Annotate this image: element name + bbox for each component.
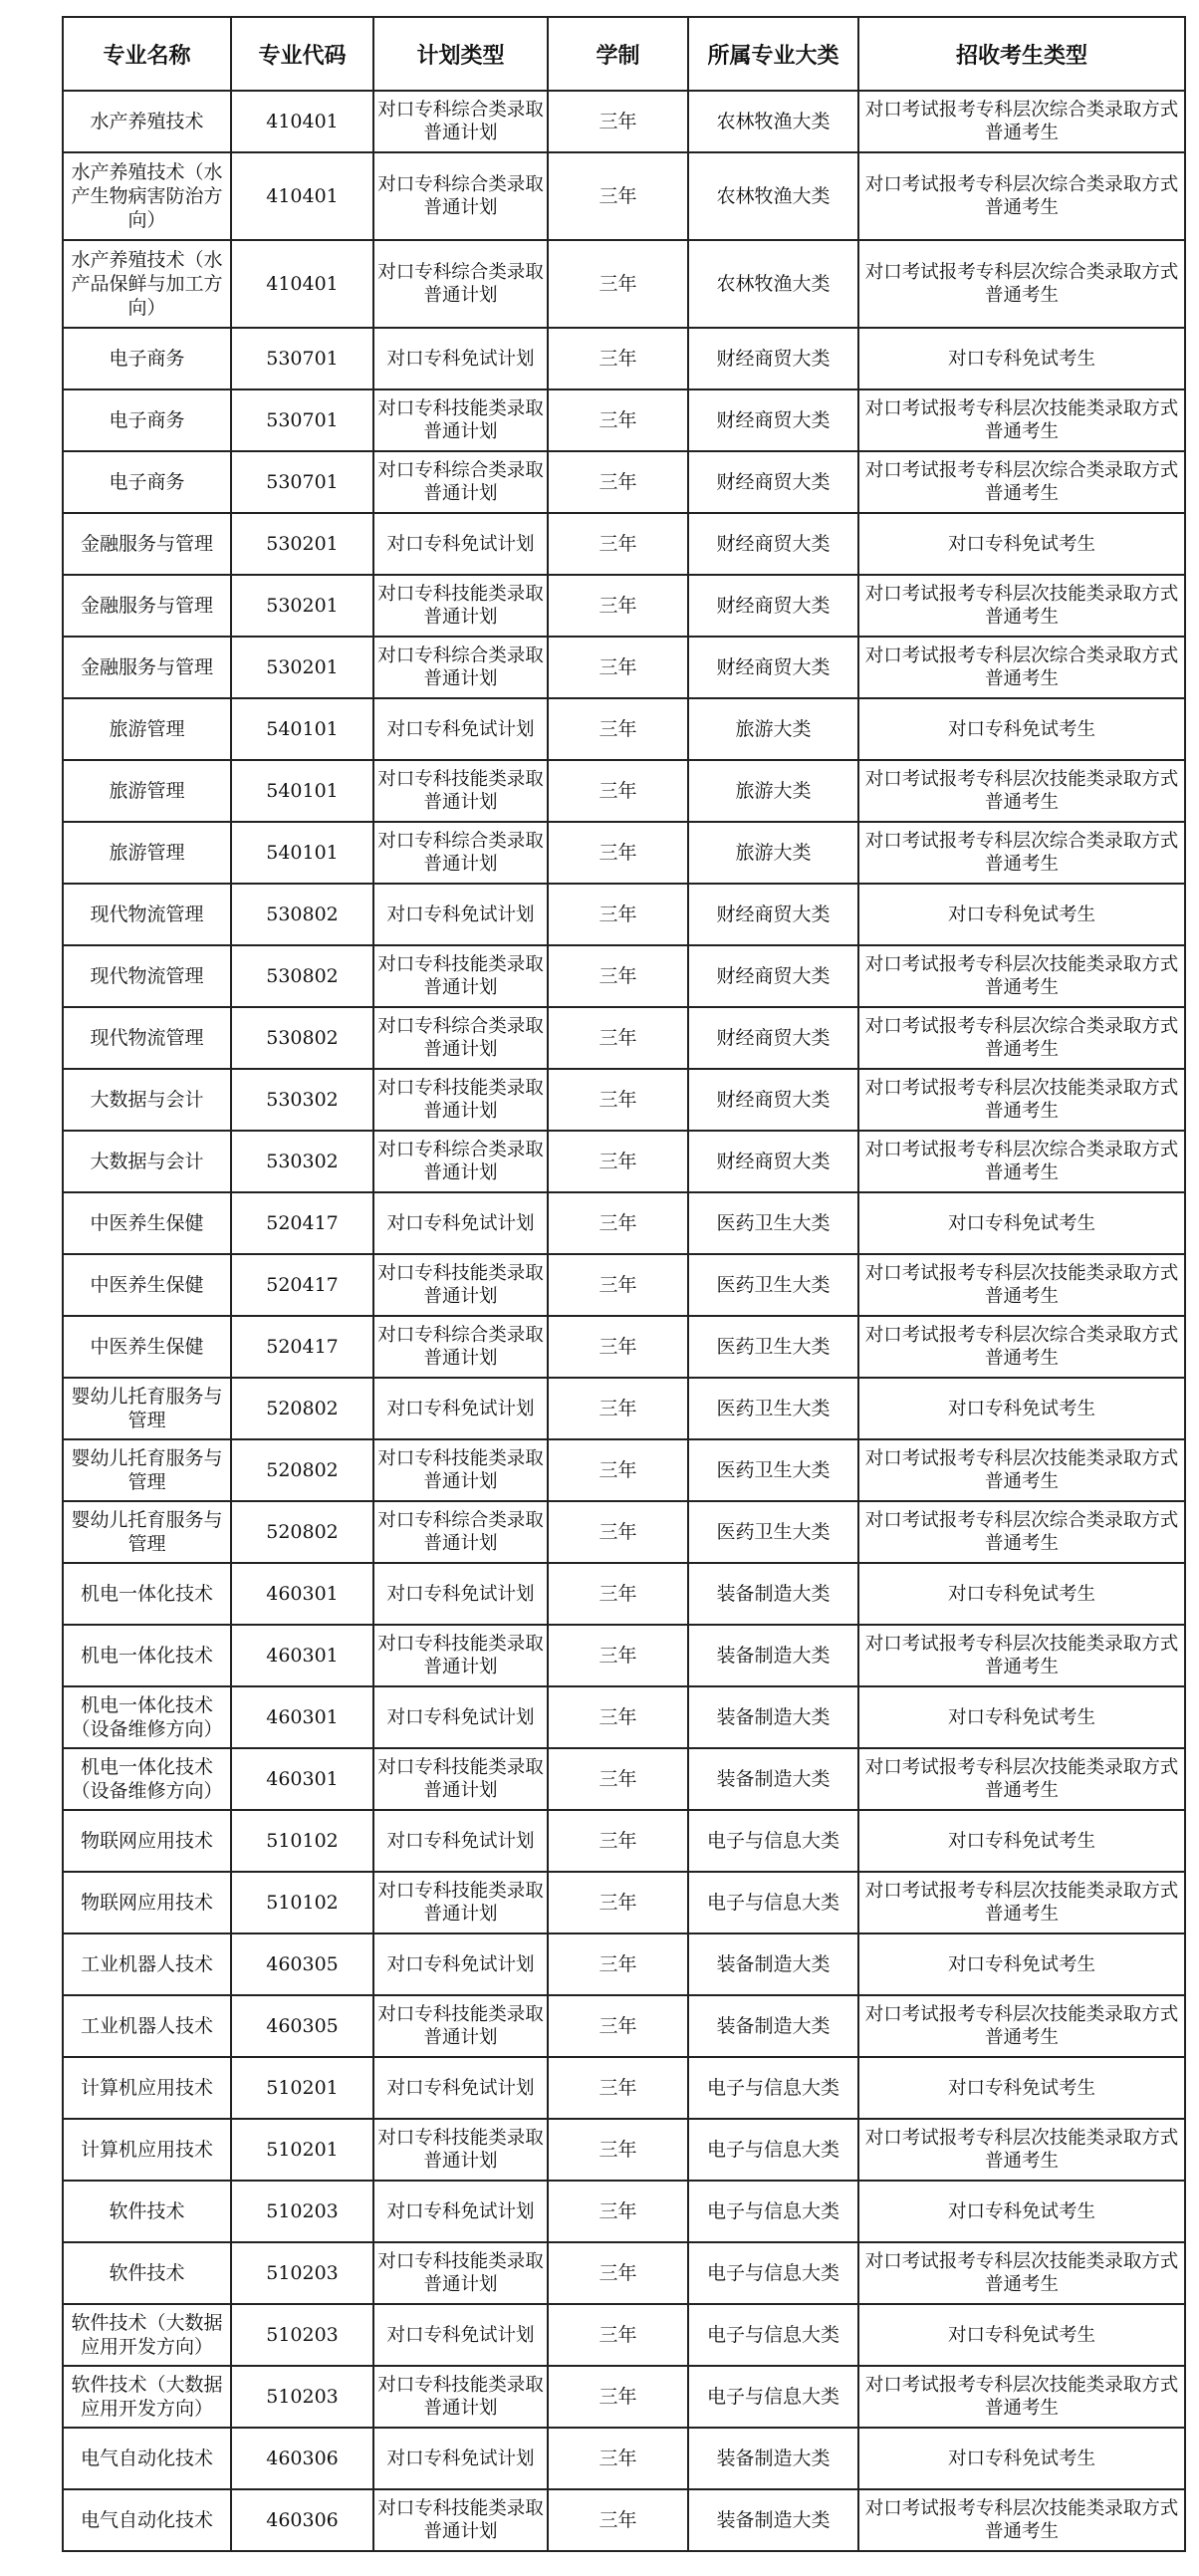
cell-major-code: 460305 (231, 1933, 373, 1995)
cell-candidate-type: 对口专科免试考生 (858, 2428, 1185, 2489)
cell-plan-type: 对口专科综合类录取普通计划 (373, 1131, 548, 1192)
cell-major-name: 机电一体化技术（设备维修方向） (63, 1686, 231, 1748)
cell-candidate-type: 对口考试报考专科层次技能类录取方式普通考生 (858, 945, 1185, 1007)
cell-major-code: 530701 (231, 451, 373, 513)
cell-major-code: 540101 (231, 760, 373, 822)
cell-candidate-type: 对口专科免试考生 (858, 698, 1185, 760)
cell-study-years: 三年 (548, 884, 688, 945)
cell-major-name: 电子商务 (63, 389, 231, 451)
cell-major-category: 电子与信息大类 (688, 1872, 858, 1933)
cell-plan-type: 对口专科技能类录取普通计划 (373, 1748, 548, 1810)
cell-plan-type: 对口专科免试计划 (373, 698, 548, 760)
cell-major-name: 水产养殖技术（水产生物病害防治方向） (63, 152, 231, 240)
cell-candidate-type: 对口专科免试考生 (858, 513, 1185, 575)
table-row (63, 513, 1185, 575)
cell-candidate-type: 对口考试报考专科层次技能类录取方式普通考生 (858, 1439, 1185, 1501)
cell-major-category: 医药卫生大类 (688, 1501, 858, 1563)
cell-major-name: 大数据与会计 (63, 1131, 231, 1192)
cell-study-years: 三年 (548, 2428, 688, 2489)
cell-major-name: 婴幼儿托育服务与管理 (63, 1439, 231, 1501)
cell-study-years: 三年 (548, 1316, 688, 1378)
cell-major-name: 大数据与会计 (63, 1069, 231, 1131)
cell-study-years: 三年 (548, 91, 688, 152)
cell-major-name: 机电一体化技术 (63, 1625, 231, 1686)
cell-candidate-type: 对口考试报考专科层次技能类录取方式普通考生 (858, 1254, 1185, 1316)
table-row (63, 698, 1185, 760)
cell-plan-type: 对口专科技能类录取普通计划 (373, 1995, 548, 2057)
table-row (63, 240, 1185, 328)
header-major-category: 所属专业大类 (688, 17, 858, 91)
cell-major-name: 软件技术（大数据应用开发方向） (63, 2366, 231, 2428)
cell-major-code: 530802 (231, 884, 373, 945)
cell-study-years: 三年 (548, 1625, 688, 1686)
cell-major-name: 旅游管理 (63, 822, 231, 884)
cell-major-code: 410401 (231, 152, 373, 240)
cell-major-category: 电子与信息大类 (688, 2304, 858, 2366)
cell-study-years: 三年 (548, 2366, 688, 2428)
cell-major-category: 装备制造大类 (688, 2489, 858, 2551)
table-row (63, 637, 1185, 698)
cell-major-code: 460306 (231, 2428, 373, 2489)
cell-study-years: 三年 (548, 575, 688, 637)
cell-candidate-type: 对口考试报考专科层次技能类录取方式普通考生 (858, 1748, 1185, 1810)
cell-candidate-type: 对口考试报考专科层次综合类录取方式普通考生 (858, 1007, 1185, 1069)
table-row (63, 1501, 1185, 1563)
cell-major-category: 财经商贸大类 (688, 637, 858, 698)
cell-candidate-type: 对口考试报考专科层次技能类录取方式普通考生 (858, 2119, 1185, 2181)
cell-major-category: 装备制造大类 (688, 1625, 858, 1686)
cell-plan-type: 对口专科技能类录取普通计划 (373, 2489, 548, 2551)
cell-major-category: 财经商贸大类 (688, 884, 858, 945)
cell-major-code: 510201 (231, 2057, 373, 2119)
cell-major-code: 510203 (231, 2242, 373, 2304)
cell-major-name: 物联网应用技术 (63, 1872, 231, 1933)
cell-major-category: 装备制造大类 (688, 2428, 858, 2489)
cell-plan-type: 对口专科技能类录取普通计划 (373, 1439, 548, 1501)
cell-major-category: 电子与信息大类 (688, 2181, 858, 2242)
cell-candidate-type: 对口专科免试考生 (858, 1192, 1185, 1254)
cell-study-years: 三年 (548, 2181, 688, 2242)
cell-candidate-type: 对口考试报考专科层次技能类录取方式普通考生 (858, 2242, 1185, 2304)
cell-major-name: 金融服务与管理 (63, 637, 231, 698)
cell-major-name: 金融服务与管理 (63, 575, 231, 637)
cell-plan-type: 对口专科免试计划 (373, 513, 548, 575)
header-major-code: 专业代码 (231, 17, 373, 91)
table-row (63, 451, 1185, 513)
cell-study-years: 三年 (548, 1933, 688, 1995)
cell-candidate-type: 对口专科免试考生 (858, 2304, 1185, 2366)
cell-study-years: 三年 (548, 1439, 688, 1501)
table-row (63, 2304, 1185, 2366)
cell-study-years: 三年 (548, 1254, 688, 1316)
table-row (63, 945, 1185, 1007)
cell-major-code: 530802 (231, 945, 373, 1007)
cell-major-name: 现代物流管理 (63, 884, 231, 945)
cell-study-years: 三年 (548, 152, 688, 240)
table-row (63, 1007, 1185, 1069)
cell-major-code: 460301 (231, 1748, 373, 1810)
cell-major-name: 现代物流管理 (63, 945, 231, 1007)
cell-major-name: 电子商务 (63, 328, 231, 389)
cell-plan-type: 对口专科综合类录取普通计划 (373, 1501, 548, 1563)
cell-major-code: 410401 (231, 91, 373, 152)
cell-candidate-type: 对口专科免试考生 (858, 1563, 1185, 1625)
cell-major-code: 510203 (231, 2304, 373, 2366)
cell-major-category: 装备制造大类 (688, 1686, 858, 1748)
cell-major-name: 金融服务与管理 (63, 513, 231, 575)
cell-major-category: 电子与信息大类 (688, 2366, 858, 2428)
cell-major-category: 旅游大类 (688, 760, 858, 822)
table-row (63, 1254, 1185, 1316)
cell-plan-type: 对口专科免试计划 (373, 2181, 548, 2242)
cell-candidate-type: 对口专科免试考生 (858, 1933, 1185, 1995)
cell-major-category: 医药卫生大类 (688, 1316, 858, 1378)
cell-major-category: 电子与信息大类 (688, 2119, 858, 2181)
cell-plan-type: 对口专科技能类录取普通计划 (373, 1069, 548, 1131)
cell-major-category: 医药卫生大类 (688, 1254, 858, 1316)
cell-plan-type: 对口专科综合类录取普通计划 (373, 822, 548, 884)
cell-candidate-type: 对口考试报考专科层次综合类录取方式普通考生 (858, 637, 1185, 698)
table-row (63, 1378, 1185, 1439)
cell-plan-type: 对口专科综合类录取普通计划 (373, 152, 548, 240)
cell-major-category: 财经商贸大类 (688, 575, 858, 637)
cell-major-name: 婴幼儿托育服务与管理 (63, 1378, 231, 1439)
cell-plan-type: 对口专科免试计划 (373, 1378, 548, 1439)
cell-plan-type: 对口专科综合类录取普通计划 (373, 1007, 548, 1069)
cell-study-years: 三年 (548, 1563, 688, 1625)
cell-candidate-type: 对口考试报考专科层次技能类录取方式普通考生 (858, 1069, 1185, 1131)
table-row (63, 2489, 1185, 2551)
cell-study-years: 三年 (548, 2057, 688, 2119)
table-row (63, 328, 1185, 389)
cell-major-code: 520802 (231, 1439, 373, 1501)
table-row (63, 1069, 1185, 1131)
cell-major-category: 财经商贸大类 (688, 389, 858, 451)
cell-study-years: 三年 (548, 822, 688, 884)
cell-plan-type: 对口专科免试计划 (373, 1563, 548, 1625)
cell-major-code: 510203 (231, 2366, 373, 2428)
cell-major-category: 电子与信息大类 (688, 2057, 858, 2119)
cell-plan-type: 对口专科技能类录取普通计划 (373, 2242, 548, 2304)
table-row (63, 2119, 1185, 2181)
cell-plan-type: 对口专科综合类录取普通计划 (373, 240, 548, 328)
header-study-years: 学制 (548, 17, 688, 91)
cell-study-years: 三年 (548, 1007, 688, 1069)
cell-major-name: 现代物流管理 (63, 1007, 231, 1069)
cell-plan-type: 对口专科综合类录取普通计划 (373, 451, 548, 513)
cell-study-years: 三年 (548, 637, 688, 698)
cell-major-name: 电气自动化技术 (63, 2428, 231, 2489)
cell-major-name: 机电一体化技术（设备维修方向） (63, 1748, 231, 1810)
table-row (63, 2428, 1185, 2489)
cell-major-code: 520417 (231, 1254, 373, 1316)
cell-study-years: 三年 (548, 1810, 688, 1872)
cell-study-years: 三年 (548, 451, 688, 513)
cell-major-code: 540101 (231, 822, 373, 884)
cell-major-name: 电子商务 (63, 451, 231, 513)
cell-plan-type: 对口专科技能类录取普通计划 (373, 575, 548, 637)
cell-major-code: 530201 (231, 637, 373, 698)
cell-plan-type: 对口专科技能类录取普通计划 (373, 2119, 548, 2181)
cell-major-code: 460305 (231, 1995, 373, 2057)
table-row (63, 2057, 1185, 2119)
cell-plan-type: 对口专科综合类录取普通计划 (373, 91, 548, 152)
cell-study-years: 三年 (548, 240, 688, 328)
cell-major-category: 财经商贸大类 (688, 945, 858, 1007)
table-header-row (63, 17, 1185, 91)
cell-major-category: 财经商贸大类 (688, 328, 858, 389)
table-row (63, 1131, 1185, 1192)
cell-candidate-type: 对口考试报考专科层次技能类录取方式普通考生 (858, 760, 1185, 822)
cell-study-years: 三年 (548, 1748, 688, 1810)
cell-candidate-type: 对口专科免试考生 (858, 1810, 1185, 1872)
cell-study-years: 三年 (548, 1378, 688, 1439)
cell-plan-type: 对口专科综合类录取普通计划 (373, 1316, 548, 1378)
table-row (63, 1563, 1185, 1625)
cell-candidate-type: 对口考试报考专科层次综合类录取方式普通考生 (858, 1316, 1185, 1378)
cell-major-code: 530802 (231, 1007, 373, 1069)
table-row (63, 389, 1185, 451)
cell-major-code: 460301 (231, 1686, 373, 1748)
cell-plan-type: 对口专科技能类录取普通计划 (373, 1254, 548, 1316)
table-row (63, 1192, 1185, 1254)
table-row (63, 1872, 1185, 1933)
cell-major-code: 530201 (231, 575, 373, 637)
cell-study-years: 三年 (548, 2242, 688, 2304)
cell-plan-type: 对口专科技能类录取普通计划 (373, 760, 548, 822)
cell-major-category: 农林牧渔大类 (688, 152, 858, 240)
cell-plan-type: 对口专科免试计划 (373, 1686, 548, 1748)
table-row (63, 91, 1185, 152)
table-row (63, 152, 1185, 240)
table-row (63, 1316, 1185, 1378)
cell-major-code: 510201 (231, 2119, 373, 2181)
cell-candidate-type: 对口考试报考专科层次技能类录取方式普通考生 (858, 1995, 1185, 2057)
cell-study-years: 三年 (548, 2489, 688, 2551)
header-plan-type: 计划类型 (373, 17, 548, 91)
cell-major-name: 软件技术（大数据应用开发方向） (63, 2304, 231, 2366)
cell-major-code: 520802 (231, 1378, 373, 1439)
cell-major-category: 财经商贸大类 (688, 1069, 858, 1131)
cell-major-category: 农林牧渔大类 (688, 240, 858, 328)
cell-major-category: 医药卫生大类 (688, 1192, 858, 1254)
cell-major-category: 财经商贸大类 (688, 513, 858, 575)
cell-major-code: 510102 (231, 1872, 373, 1933)
table-row (63, 1995, 1185, 2057)
cell-candidate-type: 对口专科免试考生 (858, 2181, 1185, 2242)
header-major-name: 专业名称 (63, 17, 231, 91)
cell-major-name: 工业机器人技术 (63, 1933, 231, 1995)
cell-major-category: 电子与信息大类 (688, 2242, 858, 2304)
cell-major-name: 机电一体化技术 (63, 1563, 231, 1625)
cell-candidate-type: 对口考试报考专科层次综合类录取方式普通考生 (858, 1501, 1185, 1563)
cell-plan-type: 对口专科技能类录取普通计划 (373, 389, 548, 451)
cell-plan-type: 对口专科免试计划 (373, 884, 548, 945)
cell-major-category: 农林牧渔大类 (688, 91, 858, 152)
table-row (63, 1625, 1185, 1686)
cell-major-code: 410401 (231, 240, 373, 328)
cell-major-code: 530302 (231, 1131, 373, 1192)
cell-plan-type: 对口专科免试计划 (373, 1810, 548, 1872)
cell-candidate-type: 对口考试报考专科层次技能类录取方式普通考生 (858, 1625, 1185, 1686)
table-row (63, 1686, 1185, 1748)
cell-major-name: 旅游管理 (63, 760, 231, 822)
cell-major-category: 旅游大类 (688, 822, 858, 884)
table-row (63, 822, 1185, 884)
cell-candidate-type: 对口考试报考专科层次综合类录取方式普通考生 (858, 822, 1185, 884)
cell-study-years: 三年 (548, 1069, 688, 1131)
cell-plan-type: 对口专科技能类录取普通计划 (373, 2366, 548, 2428)
cell-major-category: 财经商贸大类 (688, 451, 858, 513)
cell-candidate-type: 对口考试报考专科层次综合类录取方式普通考生 (858, 451, 1185, 513)
table-row (63, 760, 1185, 822)
cell-study-years: 三年 (548, 698, 688, 760)
cell-major-name: 中医养生保健 (63, 1316, 231, 1378)
cell-major-code: 520417 (231, 1192, 373, 1254)
cell-major-name: 电气自动化技术 (63, 2489, 231, 2551)
cell-major-code: 530701 (231, 389, 373, 451)
cell-study-years: 三年 (548, 2304, 688, 2366)
cell-major-category: 装备制造大类 (688, 1748, 858, 1810)
table-row (63, 884, 1185, 945)
cell-study-years: 三年 (548, 1501, 688, 1563)
cell-candidate-type: 对口专科免试考生 (858, 1686, 1185, 1748)
cell-major-code: 460306 (231, 2489, 373, 2551)
cell-major-category: 装备制造大类 (688, 1933, 858, 1995)
cell-major-code: 510102 (231, 1810, 373, 1872)
cell-major-category: 医药卫生大类 (688, 1439, 858, 1501)
cell-candidate-type: 对口专科免试考生 (858, 1378, 1185, 1439)
table-row (63, 575, 1185, 637)
cell-major-category: 医药卫生大类 (688, 1378, 858, 1439)
cell-major-category: 装备制造大类 (688, 1995, 858, 2057)
cell-major-name: 计算机应用技术 (63, 2119, 231, 2181)
cell-plan-type: 对口专科免试计划 (373, 1933, 548, 1995)
enrollment-plan-table (62, 16, 1186, 2552)
cell-major-category: 财经商贸大类 (688, 1131, 858, 1192)
cell-major-code: 530201 (231, 513, 373, 575)
cell-candidate-type: 对口考试报考专科层次技能类录取方式普通考生 (858, 2489, 1185, 2551)
cell-candidate-type: 对口考试报考专科层次技能类录取方式普通考生 (858, 575, 1185, 637)
cell-major-name: 水产养殖技术 (63, 91, 231, 152)
cell-candidate-type: 对口考试报考专科层次综合类录取方式普通考生 (858, 91, 1185, 152)
table-row (63, 1748, 1185, 1810)
cell-major-category: 旅游大类 (688, 698, 858, 760)
cell-study-years: 三年 (548, 2119, 688, 2181)
cell-study-years: 三年 (548, 1872, 688, 1933)
cell-plan-type: 对口专科免试计划 (373, 2428, 548, 2489)
cell-major-code: 530302 (231, 1069, 373, 1131)
cell-candidate-type: 对口考试报考专科层次综合类录取方式普通考生 (858, 240, 1185, 328)
cell-major-category: 装备制造大类 (688, 1563, 858, 1625)
cell-major-code: 540101 (231, 698, 373, 760)
cell-candidate-type: 对口考试报考专科层次综合类录取方式普通考生 (858, 152, 1185, 240)
cell-major-code: 510203 (231, 2181, 373, 2242)
cell-major-name: 水产养殖技术（水产品保鲜与加工方向） (63, 240, 231, 328)
cell-study-years: 三年 (548, 513, 688, 575)
cell-candidate-type: 对口专科免试考生 (858, 884, 1185, 945)
cell-major-name: 中医养生保健 (63, 1254, 231, 1316)
cell-major-code: 460301 (231, 1563, 373, 1625)
cell-study-years: 三年 (548, 945, 688, 1007)
cell-plan-type: 对口专科免试计划 (373, 328, 548, 389)
cell-plan-type: 对口专科综合类录取普通计划 (373, 637, 548, 698)
cell-major-code: 520417 (231, 1316, 373, 1378)
cell-candidate-type: 对口考试报考专科层次技能类录取方式普通考生 (858, 1872, 1185, 1933)
cell-plan-type: 对口专科技能类录取普通计划 (373, 945, 548, 1007)
cell-study-years: 三年 (548, 1131, 688, 1192)
cell-study-years: 三年 (548, 1995, 688, 2057)
cell-major-code: 530701 (231, 328, 373, 389)
cell-major-name: 中医养生保健 (63, 1192, 231, 1254)
cell-plan-type: 对口专科技能类录取普通计划 (373, 1872, 548, 1933)
table-row (63, 2366, 1185, 2428)
cell-plan-type: 对口专科免试计划 (373, 2057, 548, 2119)
cell-candidate-type: 对口考试报考专科层次技能类录取方式普通考生 (858, 2366, 1185, 2428)
cell-major-code: 520802 (231, 1501, 373, 1563)
table-row (63, 1810, 1185, 1872)
cell-major-name: 物联网应用技术 (63, 1810, 231, 1872)
cell-major-name: 旅游管理 (63, 698, 231, 760)
cell-major-name: 软件技术 (63, 2181, 231, 2242)
cell-major-name: 计算机应用技术 (63, 2057, 231, 2119)
cell-major-category: 电子与信息大类 (688, 1810, 858, 1872)
cell-study-years: 三年 (548, 389, 688, 451)
cell-study-years: 三年 (548, 1192, 688, 1254)
cell-major-code: 460301 (231, 1625, 373, 1686)
table-row (63, 2181, 1185, 2242)
header-candidate-type: 招收考生类型 (858, 17, 1185, 91)
table-row (63, 1439, 1185, 1501)
cell-major-name: 婴幼儿托育服务与管理 (63, 1501, 231, 1563)
table-row (63, 2242, 1185, 2304)
table-body (63, 91, 1185, 2551)
cell-major-name: 工业机器人技术 (63, 1995, 231, 2057)
cell-candidate-type: 对口考试报考专科层次技能类录取方式普通考生 (858, 389, 1185, 451)
cell-candidate-type: 对口专科免试考生 (858, 2057, 1185, 2119)
cell-plan-type: 对口专科免试计划 (373, 1192, 548, 1254)
cell-candidate-type: 对口专科免试考生 (858, 328, 1185, 389)
table-row (63, 1933, 1185, 1995)
cell-major-name: 软件技术 (63, 2242, 231, 2304)
cell-major-category: 财经商贸大类 (688, 1007, 858, 1069)
cell-study-years: 三年 (548, 760, 688, 822)
cell-candidate-type: 对口考试报考专科层次综合类录取方式普通考生 (858, 1131, 1185, 1192)
cell-plan-type: 对口专科免试计划 (373, 2304, 548, 2366)
cell-study-years: 三年 (548, 328, 688, 389)
cell-study-years: 三年 (548, 1686, 688, 1748)
cell-plan-type: 对口专科技能类录取普通计划 (373, 1625, 548, 1686)
